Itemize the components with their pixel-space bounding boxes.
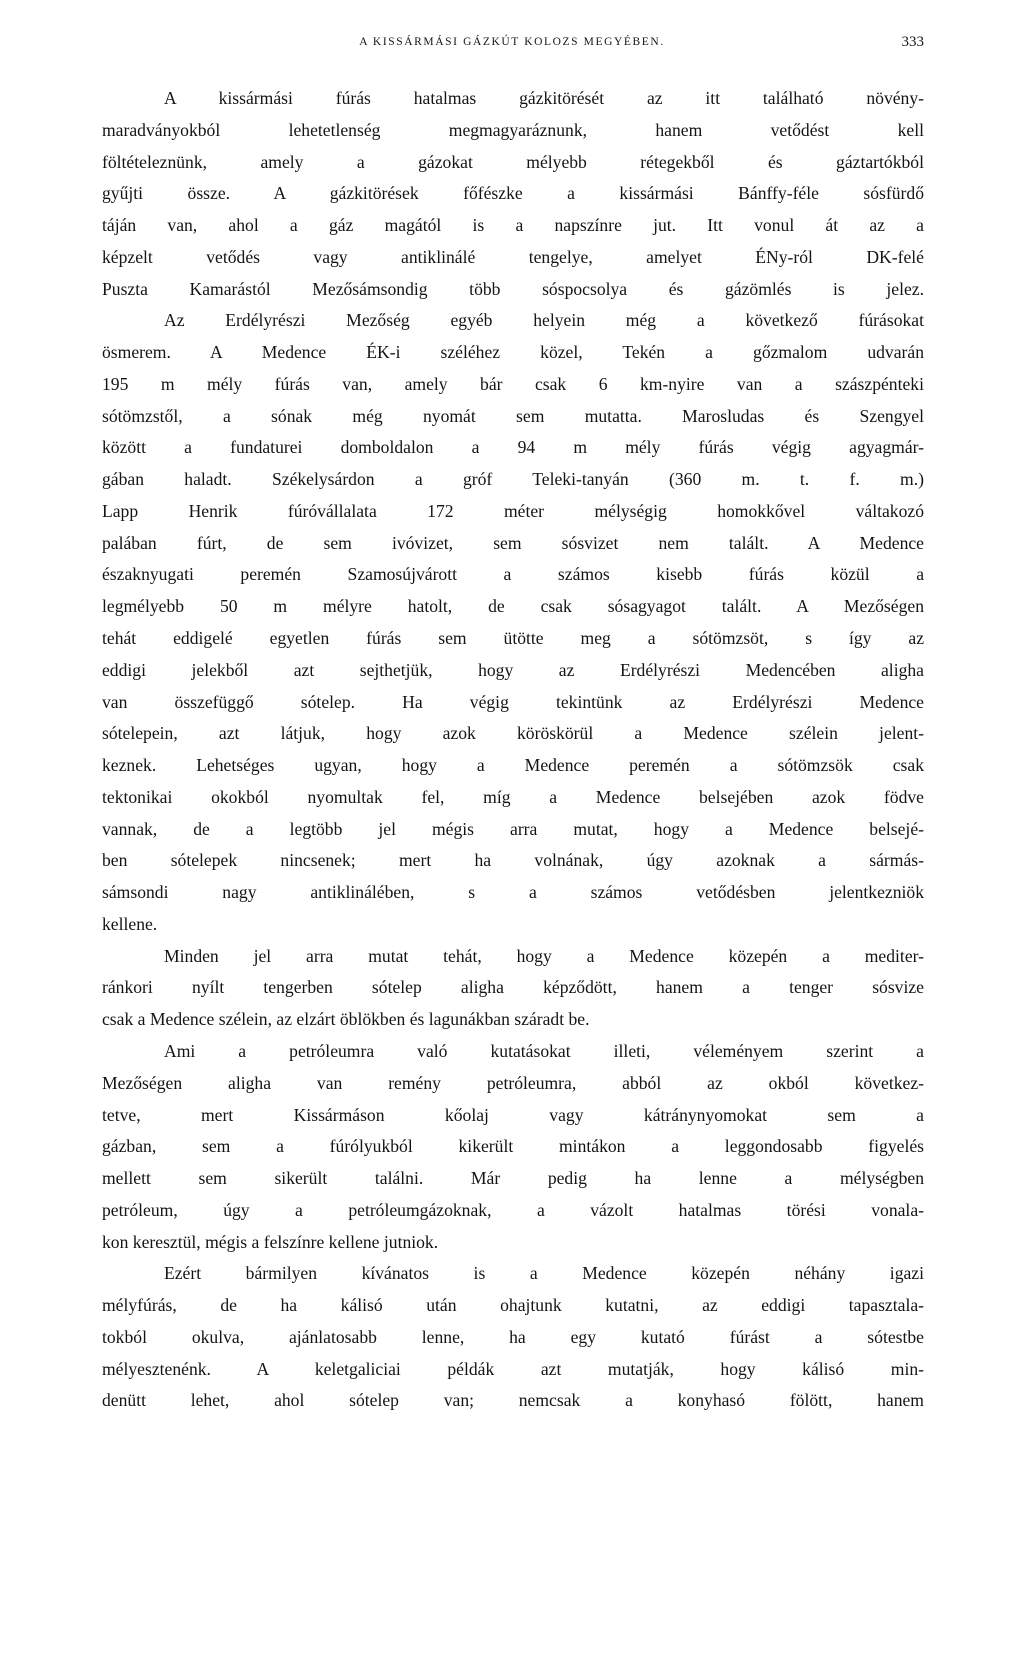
text-line: Ami a petróleumra való kutatásokat illeti, véleményem szerint a [164,1040,924,1061]
text-line: képzelt vetődés vagy antiklinálé tengelye, amelyet ÉNy-ról DK-felé [102,246,924,267]
text-line: sámsondi nagy antiklinálében, s a számos vetődésben jelentkezniök [102,882,924,903]
page-number: 333 [901,34,924,50]
text-line: kon keresztül, mégis a felszínre kellene jutniok. [102,1231,439,1252]
text-line: táján van, ahol a gáz magától is a napszínre jut. Itt vonul át az a [102,215,924,236]
text-line: mélyfúrás, de ha kálisó után ohajtunk kutatni, az eddigi tapasztala- [102,1295,924,1316]
text-line: ben sótelepek nincsenek; mert ha volnának, úgy azoknak a sármás- [102,850,924,871]
text-line: gyűjti össze. A gázkitörések főfészke a kissármási Bánffy-féle sósfürdő [102,183,924,204]
text-line: északnyugati peremén Szamosújvárott a számos kisebb fúrás közül a [102,564,924,585]
text-line: Minden jel arra mutat tehát, hogy a Medence közepén a mediter- [164,945,924,966]
text-line: sótömzstől, a sónak még nyomát sem mutatta. Marosludas és Szengyel [102,405,924,426]
text-line: maradványokból lehetetlenség megmagyaráznunk, hanem vetődést kell [102,119,924,140]
text-line: föltételeznünk, amely a gázokat mélyebb rétegekből és gáztartókból [102,151,924,172]
text-line: gában haladt. Székelysárdon a gróf Teleki-tanyán (360 m. t. f. m.) [102,469,924,490]
text-line: A kissármási fúrás hatalmas gázkitörését az itt található növény- [164,88,924,108]
text-line: Ezért bármilyen kívánatos is a Medence közepén néhány igazi [164,1263,924,1284]
text-line: 195 m mély fúrás van, amely bár csak 6 km-nyire van a szászpénteki [102,373,924,394]
running-head-title: A KISSÁRMÁSI GÁZKÚT KOLOZS MEGYÉBEN. [359,36,665,48]
text-line: tektonikai okokból nyomultak fel, míg a Medence belsejében azok födve [102,786,924,807]
text-line: között a fundaturei domboldalon a 94 m mély fúrás végig agyagmár- [102,437,924,458]
text-line: ösmerem. A Medence ÉK-i széléhez közel, Tekén a gőzmalom udvarán [102,342,924,363]
text-line: Lapp Henrik fúróvállalata 172 méter mélységig homokkővel váltakozó [102,500,924,521]
running-head [100,34,924,54]
text-line: sótelepein, azt látjuk, hogy azok köröskörül a Medence szélein jelent- [102,723,924,744]
text-line: legmélyebb 50 m mélyre hatolt, de csak sósagyagot talált. A Mezőségen [102,596,924,617]
text-line: mélyesztenénk. A keletgaliciai példák azt mutatják, hogy kálisó min- [102,1358,924,1379]
text-line: Az Erdélyrészi Mezőség egyéb helyein még a következő fúrásokat [164,310,924,331]
text-line: Mezőségen aligha van remény petróleumra, abból az okból következ- [102,1072,924,1093]
text-line: vannak, de a legtöbb jel mégis arra mutat, hogy a Medence belsejé- [102,818,924,839]
text-line: palában fúrt, de sem ivóvizet, sem sósvizet nem talált. A Medence [102,532,924,553]
text-line: petróleum, úgy a petróleumgázoknak, a vázolt hatalmas törési vonala- [102,1199,924,1220]
text-line: van összefüggő sótelep. Ha végig tekintünk az Erdélyrészi Medence [102,691,924,712]
text-line: mellett sem sikerült találni. Már pedig ha lenne a mélységben [102,1168,924,1189]
text-line: ránkori nyílt tengerben sótelep aligha képződött, hanem a tenger sósvize [102,977,924,998]
text-line: gázban, sem a fúrólyukból kikerült mintákon a leggondosabb figyelés [102,1136,924,1157]
text-line: tetve, mert Kissármáson kőolaj vagy kátránynyomokat sem a [102,1104,924,1125]
body-text [102,83,924,1417]
text-line: tehát eddigelé egyetlen fúrás sem ütötte meg a sótömzsöt, s így az [102,628,924,649]
text-line: eddigi jelekből azt sejthetjük, hogy az Erdélyrészi Medencében aligha [102,659,924,680]
text-line: tokból okulva, ajánlatosabb lenne, ha egy kutató fúrást a sótestbe [102,1326,924,1347]
text-line: kellene. [102,913,158,934]
text-line: denütt lehet, ahol sótelep van; nemcsak a konyhasó fölött, hanem [102,1390,924,1411]
text-line: Puszta Kamarástól Mezősámsondig több sóspocsolya és gázömlés is jelez. [102,278,924,299]
text-line: csak a Medence szélein, az elzárt öblökben és lagunákban száradt be. [102,1009,590,1030]
text-line: keznek. Lehetséges ugyan, hogy a Medence peremén a sótömzsök csak [102,755,924,776]
